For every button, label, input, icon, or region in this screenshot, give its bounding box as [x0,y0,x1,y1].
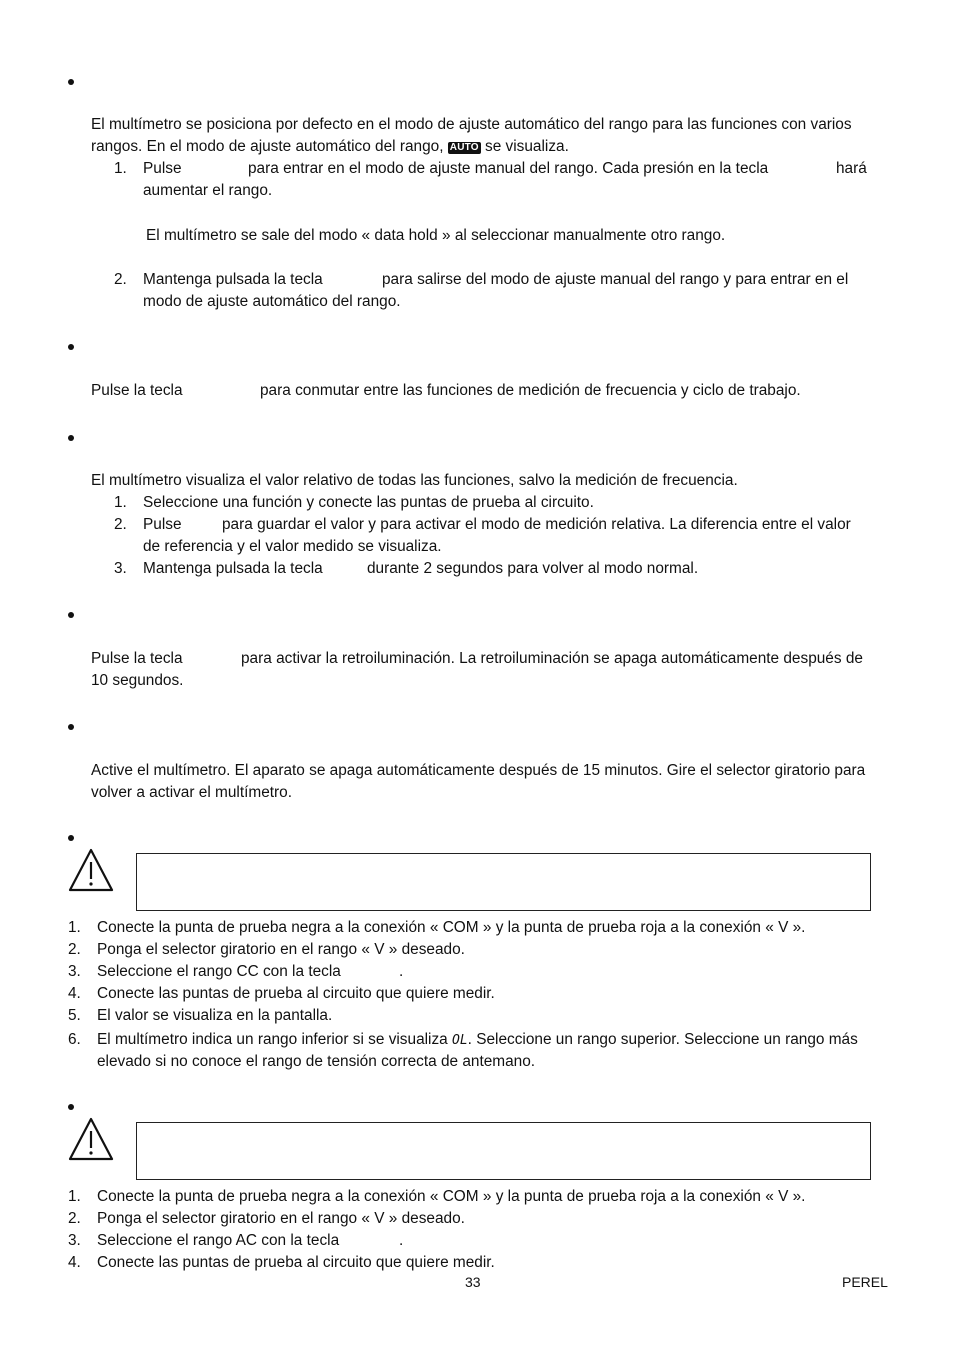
warning-box [136,853,871,911]
warning-triangle-icon [68,848,114,892]
relative-step3-b: durante 2 segundos para volver al modo normal. [367,560,699,577]
relative-step2-number: 2. [114,516,127,533]
bullet-auto-off [68,724,74,730]
dc-step6-line2: elevado si no conoce el rango de tensión correcta de antemano. [97,1053,536,1070]
auto-indicator-icon: AUTO [449,142,479,153]
range-step1-d: aumentar el rango. [143,182,273,199]
range-step2-b: para salirse del modo de ajuste manual del rango y para entrar en el [382,271,849,288]
dc-step3: Seleccione el rango CC con la tecla [97,963,341,980]
dc-step6-number: 6. [68,1031,81,1048]
ac-step4-number: 4. [68,1254,81,1271]
bullet-ac-voltage [68,1104,74,1110]
dc-step6-text-b: . Seleccione un rango superior. Seleccione un rango más [467,1031,858,1048]
relative-step1: Seleccione una función y conecte las puntas de prueba al circuito. [143,494,594,511]
dc-step2: Ponga el selector giratorio en el rango « V » deseado. [97,941,465,958]
dc-step1-number: 1. [68,919,81,936]
ac-step1: Conecte la punta de prueba negra a la conexión « COM » y la punta de prueba roja a la conexión « V ». [97,1188,806,1205]
dc-step3-number: 3. [68,963,81,980]
bullet-relative [68,435,74,441]
range-note: El multímetro se sale del modo « data hold » al seleccionar manualmente otro rango. [146,227,726,244]
ac-step4: Conecte las puntas de prueba al circuito que quiere medir. [97,1254,495,1271]
dc-step3-tail: . [399,963,404,980]
dc-step6-text: El multímetro indica un rango inferior si se visualiza [97,1031,448,1048]
relative-step3-a: Mantenga pulsada la tecla [143,560,323,577]
freq-text-a: Pulse la tecla [91,382,183,399]
range-intro-line2 [91,136,569,158]
page-number: 33 [465,1274,481,1290]
relative-intro: El multímetro visualiza el valor relativo de todas las funciones, salvo la medición de frecuencia. [91,472,738,489]
relative-step2-b: para guardar el valor y para activar el modo de medición relativa. La diferencia entre el valor [222,516,851,533]
dc-step6 [97,1029,858,1052]
dc-step2-number: 2. [68,941,81,958]
relative-step1-number: 1. [114,494,127,511]
backlight-text-b: para activar la retroiluminación. La retroiluminación se apaga automáticamente después de [241,650,863,667]
bullet-frequency [68,344,74,350]
ac-step3: Seleccione el rango AC con la tecla [97,1232,340,1249]
bullet-range [68,79,74,85]
relative-step2-c: de referencia y el valor medido se visualiza. [143,538,442,555]
range-intro-text: rangos. En el modo de ajuste automático del rango, [91,138,444,155]
range-step1-number: 1. [114,160,127,177]
ac-step3-tail: . [399,1232,404,1249]
warning-box [136,1122,871,1180]
range-step2-a: Mantenga pulsada la tecla [143,271,323,288]
backlight-text-a: Pulse la tecla [91,650,183,667]
range-intro-line1: El multímetro se posiciona por defecto en el modo de ajuste automático del rango para las funciones con varios [91,116,852,133]
ac-step2: Ponga el selector giratorio en el rango « V » deseado. [97,1210,465,1227]
warning-triangle-icon [68,1117,114,1161]
bullet-dc-voltage [68,835,74,841]
range-step1-a: Pulse [143,160,182,177]
dc-step4: Conecte las puntas de prueba al circuito que quiere medir. [97,985,495,1002]
overload-indicator: OL [452,1033,468,1048]
autooff-text-a: Active el multímetro. El aparato se apaga automáticamente después de 15 minutos. Gire el selector giratorio para [91,762,866,779]
range-step1-c: hará [836,160,867,177]
autooff-text-b: volver a activar el multímetro. [91,784,292,801]
range-step2-c: modo de ajuste automático del rango. [143,293,401,310]
bullet-backlight [68,612,74,618]
range-step2-number: 2. [114,271,127,288]
range-intro-tail: se visualiza. [485,138,569,155]
freq-text-b: para conmutar entre las funciones de medición de frecuencia y ciclo de trabajo. [260,382,801,399]
relative-step2-a: Pulse [143,516,182,533]
brand-footer: PEREL [842,1274,888,1290]
backlight-text-c: 10 segundos. [91,672,184,689]
ac-step1-number: 1. [68,1188,81,1205]
dc-step5: El valor se visualiza en la pantalla. [97,1007,333,1024]
dc-step5-number: 5. [68,1007,81,1024]
range-step1-b: para entrar en el modo de ajuste manual del rango. Cada presión en la tecla [248,160,769,177]
dc-step1: Conecte la punta de prueba negra a la conexión « COM » y la punta de prueba roja a la conexión « V ». [97,919,806,936]
ac-step3-number: 3. [68,1232,81,1249]
ac-step2-number: 2. [68,1210,81,1227]
relative-step3-number: 3. [114,560,127,577]
dc-step4-number: 4. [68,985,81,1002]
